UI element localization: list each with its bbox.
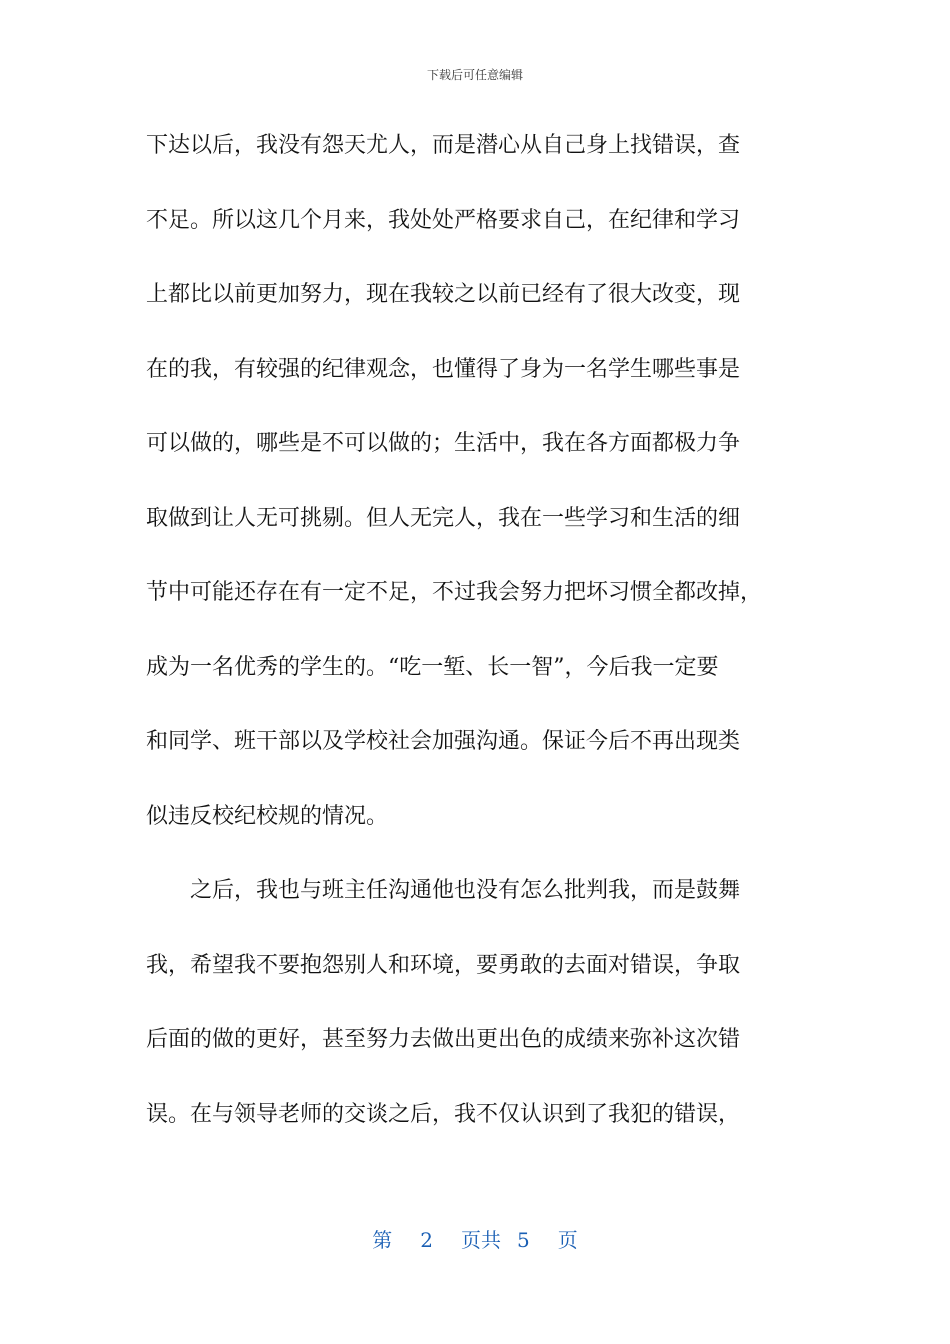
text-line: 似违反校纪校规的情况。 xyxy=(146,803,389,829)
text-line: 节中可能还存在有一定不足，不过我会努力把坏习惯全都改掉， xyxy=(146,580,763,605)
text-line: 上都比以前更加努力，现在我较之以前已经有了很大改变，现 xyxy=(146,282,741,307)
text-line: 我，希望我不要抱怨别人和环境，要勇敢的去面对错误，争取 xyxy=(146,952,741,978)
text-line: 误。在与领导老师的交谈之后，我不仅认识到了我犯的错误， xyxy=(146,1101,741,1127)
text-line: 在的我，有较强的纪律观念，也懂得了身为一名学生哪些事是 xyxy=(146,356,741,382)
text-line: 之后，我也与班主任沟通他也没有怎么批判我，而是鼓舞 xyxy=(146,878,741,903)
page-header xyxy=(0,66,950,83)
footer-suffix: 页 xyxy=(557,1228,578,1252)
document-body xyxy=(146,126,826,1169)
text-line: 成为一名优秀的学生的。“吃一堑、长一智”，今后我一定要 xyxy=(146,654,719,680)
text-line: 不足。所以这几个月来，我处处严格要求自己，在纪律和学习 xyxy=(146,207,741,233)
footer-middle: 页共 xyxy=(461,1228,501,1252)
header-text: 下载后可任意编辑 xyxy=(426,68,523,82)
text-line: 可以做的，哪些是不可以做的；生活中，我在各方面都极力争 xyxy=(146,431,741,456)
text-line: 取做到让人无可挑剔。但人无完人，我在一些学习和生活的细 xyxy=(146,505,741,531)
text-line: 和同学、班干部以及学校社会加强沟通。保证今后不再出现类 xyxy=(146,729,741,754)
text-line: 后面的做的更好，甚至努力去做出更出色的成绩来弥补这次错 xyxy=(146,1027,741,1052)
footer-total-pages: 5 xyxy=(517,1228,530,1252)
footer-current-page: 2 xyxy=(420,1228,433,1252)
text-line: 下达以后，我没有怨天尤人，而是潜心从自己身上找错误，查 xyxy=(146,133,741,158)
footer-prefix: 第 xyxy=(372,1228,393,1252)
page-footer xyxy=(0,1224,950,1253)
